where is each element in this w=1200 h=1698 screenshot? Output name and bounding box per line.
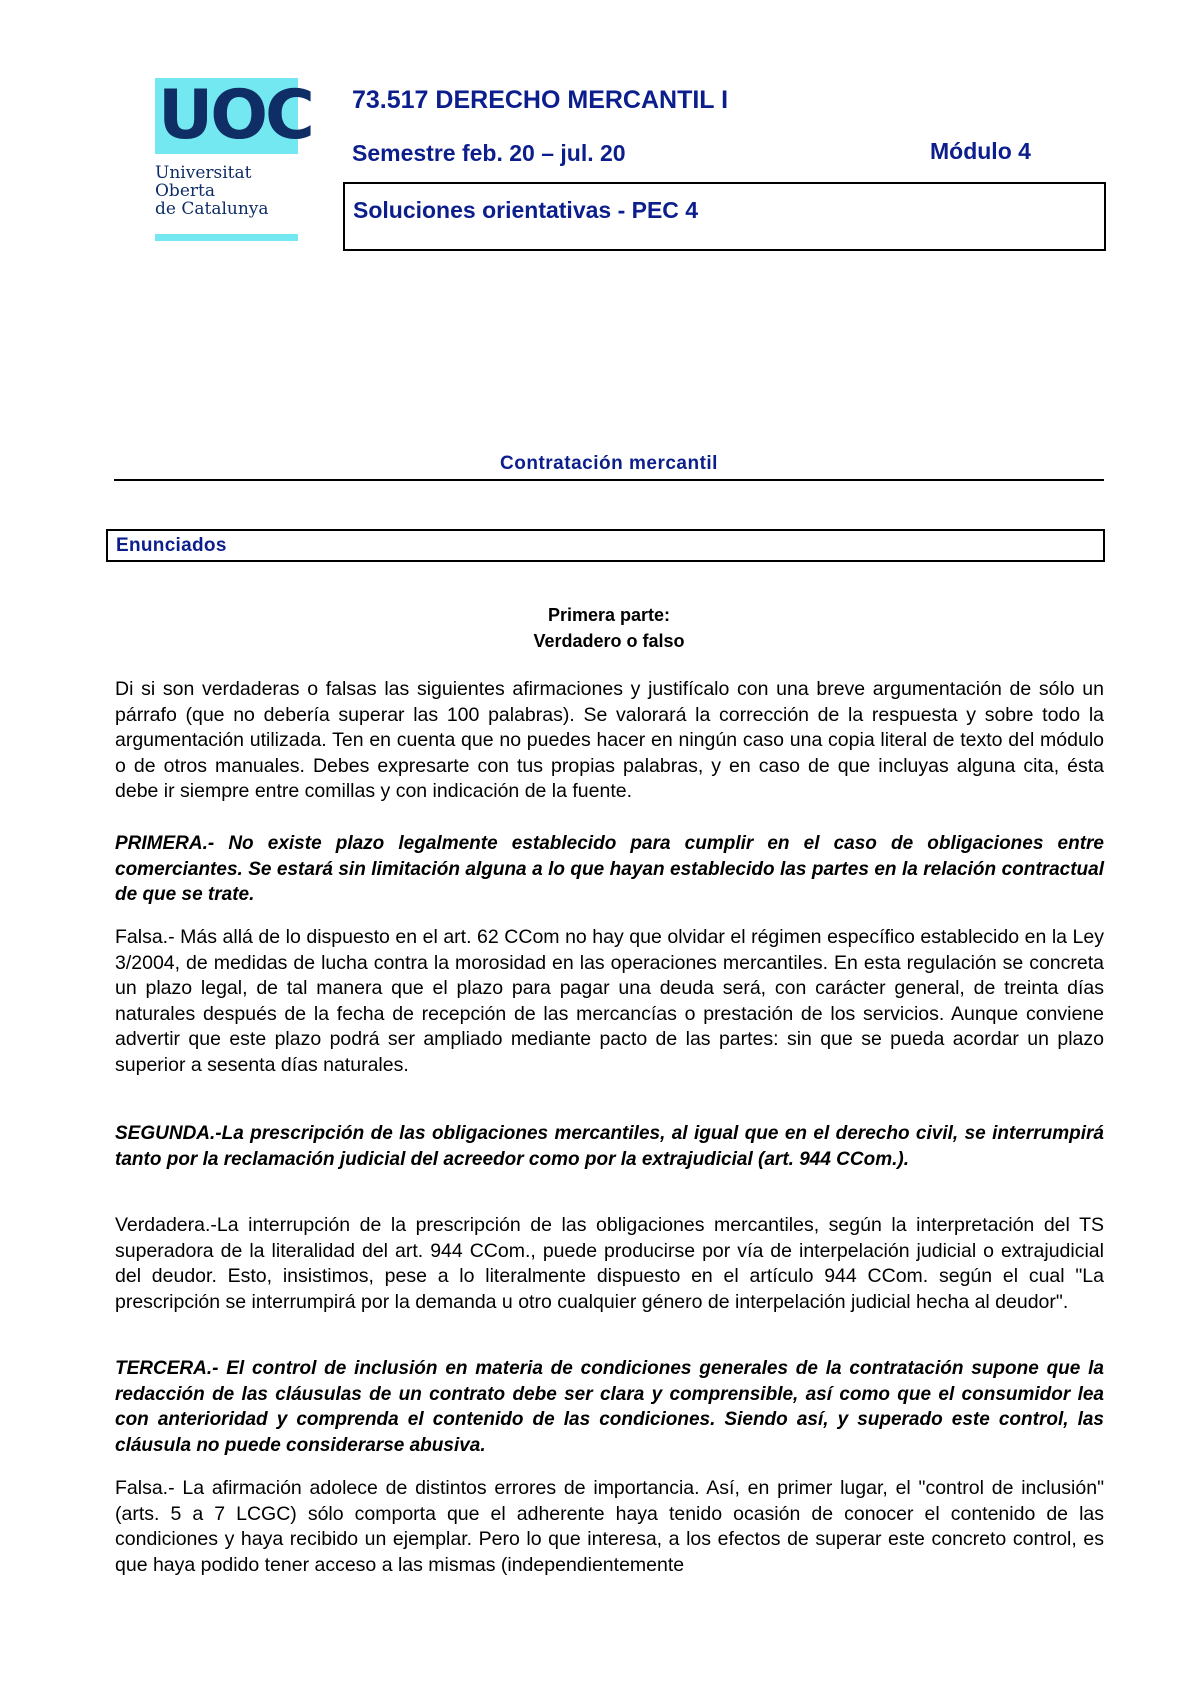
question-2-statement: SEGUNDA.-La prescripción de las obligaciones mercantiles, al igual que en el derecho civil, se interrumpirá tanto por la reclamación judicial del acreedor como por la extrajudicial (art. 944 CCom.). <box>115 1123 1104 1170</box>
module-label: Módulo 4 <box>930 138 1031 164</box>
question-2-answer: Verdadera.-La interrupción de la prescripción de las obligaciones mercantiles, según la interpretación del TS superadora de la literalidad del art. 944 CCom., puede producirse por vía de interpelación judicial o extrajudicial del deudor. Esto, insistimos, pese a lo literalmente dispuesto en el artículo 944 CCom. según el cual "La prescripción se interrumpirá por la demanda u otro cualquier género de interpelación judicial hecha al deudor". <box>115 1214 1104 1313</box>
uoc-logo <box>155 76 312 241</box>
logo-line-3: de Catalunya <box>155 199 269 219</box>
section-title: Contratación mercantil <box>500 453 718 474</box>
logo-underline <box>155 234 298 241</box>
question-3-statement: TERCERA.- El control de inclusión en materia de condiciones generales de la contratación supone que la redacción de las cláusulas de un contrato debe ser clara y comprensible, así como que el consumidor lea con anterioridad y comprenda el contenido de las condiciones. Siendo así, y superado este control, las cláusula no puede considerarse abusiva. <box>115 1358 1104 1456</box>
part-heading: Primera parte: <box>547 605 671 625</box>
question-1-statement: PRIMERA.- No existe plazo legalmente establecido para cumplir en el caso de obligaciones entre comerciantes. Se estará sin limitación alguna a lo que hayan establecido las partes en la relación contractual de que se trate. <box>115 833 1104 905</box>
logo-line-1: Universitat <box>155 163 252 183</box>
logo-mark: UOC <box>158 76 312 155</box>
solutions-box <box>343 182 1106 251</box>
enunciados-label: Enunciados <box>116 535 227 556</box>
solutions-title: Soluciones orientativas - PEC 4 <box>353 197 699 223</box>
section-divider <box>114 479 1104 481</box>
instructions-paragraph: Di si son verdaderas o falsas las siguientes afirmaciones y justifícalo con una breve argumentación de sólo un párrafo (que no debería superar las 100 palabras). Se valorará la corrección de la respuesta y sobre todo la argumentación utilizada. Ten en cuenta que no puedes hacer en ningún caso una copia literal de texto del módulo o de otros manuales. Debes expresarte con tus propias palabras, y en caso de que incluyas alguna cita, ésta debe ir siempre entre comillas y con indicación de la fuente. <box>115 678 1104 802</box>
part-subheading: Verdadero o falso <box>533 631 685 651</box>
logo-block <box>155 76 312 155</box>
enunciados-box <box>106 529 1105 562</box>
question-3-answer: Falsa.- La afirmación adolece de distintos errores de importancia. Así, en primer lugar, el "control de inclusión" (arts. 5 a 7 LCGC) sólo comporta que el adherente haya tenido ocasión de conocer el contenido de las condiciones y haya recibido un ejemplar. Pero lo que interesa, a los efectos de superar este concreto control, es que haya podido tener acceso a las mismas (independientemente <box>115 1477 1104 1576</box>
logo-line-2: Oberta <box>155 181 215 201</box>
course-title: 73.517 DERECHO MERCANTIL I <box>352 86 729 114</box>
logo-wordmark <box>155 164 269 218</box>
question-1-answer: Falsa.- Más allá de lo dispuesto en el art. 62 CCom no hay que olvidar el régimen específico establecido en la Ley 3/2004, de medidas de lucha contra la morosidad en las operaciones mercantiles. En esta regulación se concreta un plazo legal, de tal manera que el plazo para pagar una deuda será, con carácter general, de treinta días naturales después de la fecha de recepción de las mercancías o prestación de los servicios. Aunque conviene advertir que este plazo podrá ser ampliado mediante pacto de las partes: sin que se pueda acordar un plazo superior a sesenta días naturales. <box>115 926 1104 1076</box>
semester-label: Semestre feb. 20 – jul. 20 <box>352 140 626 166</box>
